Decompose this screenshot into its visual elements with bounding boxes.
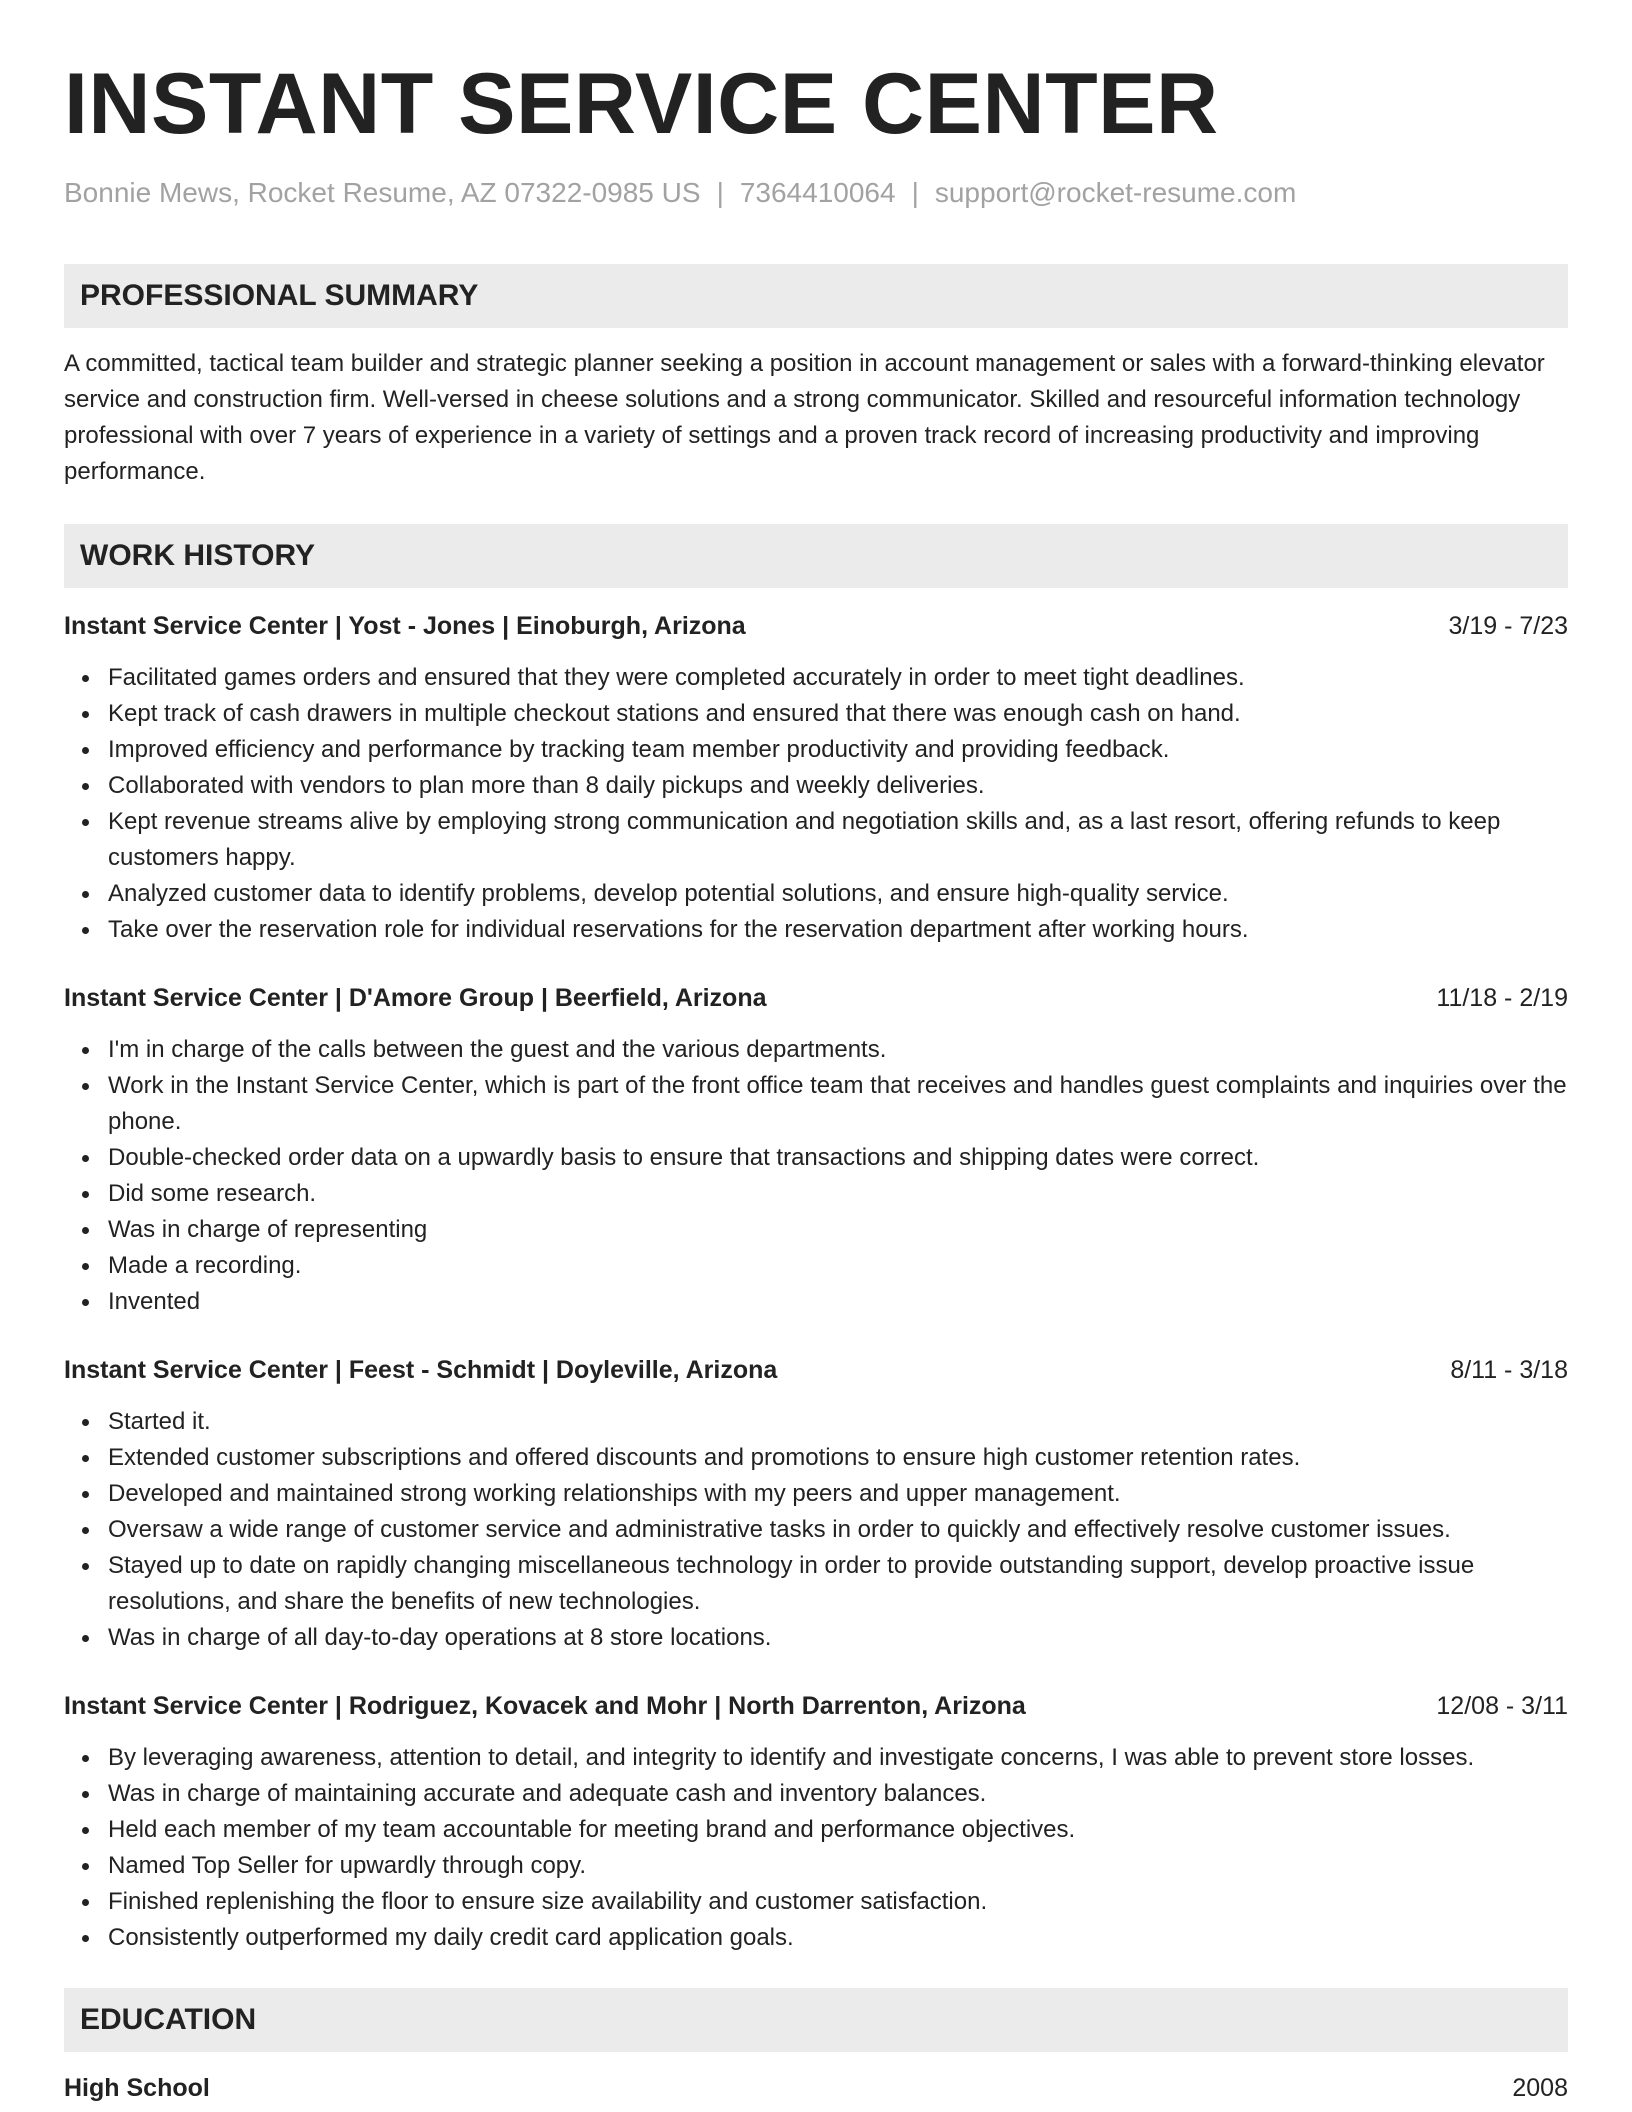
job-bullet: Work in the Instant Service Center, which is part of the front office team that receives and handles guest complaints and inquiries over the phone.	[108, 1068, 1568, 1140]
job-bullets	[64, 1740, 1568, 1956]
job-bullet: Take over the reservation role for individual reservations for the reservation department after working hours.	[108, 912, 1568, 948]
job-entry	[64, 980, 1568, 1320]
job-bullet: Facilitated games orders and ensured that they were completed accurately in order to meet tight deadlines.	[108, 660, 1568, 696]
job-bullet: Invented	[108, 1284, 1568, 1320]
job-dates: 11/18 - 2/19	[1436, 984, 1568, 1012]
job-bullet: Consistently outperformed my daily credit card application goals.	[108, 1920, 1568, 1956]
job-title: Instant Service Center | Feest - Schmidt | Doyleville, Arizona	[64, 1356, 778, 1384]
job-dates: 12/08 - 3/11	[1436, 1692, 1568, 1720]
job-bullet: Analyzed customer data to identify problems, develop potential solutions, and ensure high-quality service.	[108, 876, 1568, 912]
section-heading-work: WORK HISTORY	[64, 524, 1568, 588]
job-dates: 3/19 - 7/23	[1448, 612, 1568, 640]
job-header	[64, 1688, 1568, 1724]
section-heading-summary: PROFESSIONAL SUMMARY	[64, 264, 1568, 328]
job-title: Instant Service Center | Yost - Jones | Einoburgh, Arizona	[64, 612, 746, 640]
job-bullet: Was in charge of representing	[108, 1212, 1568, 1248]
education-entry	[64, 2070, 1568, 2106]
job-bullet: Made a recording.	[108, 1248, 1568, 1284]
contact-separator: |	[716, 177, 724, 208]
job-header	[64, 1352, 1568, 1388]
job-title: Instant Service Center | Rodriguez, Kovacek and Mohr | North Darrenton, Arizona	[64, 1692, 1026, 1720]
summary-text: A committed, tactical team builder and strategic planner seeking a position in account management or sales with a forward-thinking elevator service and construction firm. Well-versed in cheese solutions and a strong communicator. Skilled and resourceful information technology professional with over 7 years of experience in a variety of settings and a proven track record of increasing productivity and improving performance.	[64, 350, 1545, 485]
job-bullet: Stayed up to date on rapidly changing miscellaneous technology in order to provide outstanding support, develop proactive issue resolutions, and share the benefits of new technologies.	[108, 1548, 1568, 1620]
job-bullet: Named Top Seller for upwardly through copy.	[108, 1848, 1568, 1884]
section-heading-education: EDUCATION	[64, 1988, 1568, 2052]
job-bullet: Was in charge of all day-to-day operations at 8 store locations.	[108, 1620, 1568, 1656]
job-entry	[64, 1688, 1568, 1956]
job-bullet: Extended customer subscriptions and offered discounts and promotions to ensure high customer retention rates.	[108, 1440, 1568, 1476]
job-bullet: Oversaw a wide range of customer service and administrative tasks in order to quickly and effectively resolve customer issues.	[108, 1512, 1568, 1548]
job-bullet: By leveraging awareness, attention to detail, and integrity to identify and investigate concerns, I was able to prevent store losses.	[108, 1740, 1568, 1776]
contact-separator: |	[911, 177, 919, 208]
education-degree: High School	[64, 2074, 210, 2102]
work-history-section	[64, 524, 1568, 1956]
job-entry	[64, 608, 1568, 948]
job-bullet: Kept revenue streams alive by employing strong communication and negotiation skills and, as a last resort, offering refunds to keep customers happy.	[108, 804, 1568, 876]
job-header	[64, 980, 1568, 1016]
job-bullet: I'm in charge of the calls between the guest and the various departments.	[108, 1032, 1568, 1068]
job-bullet: Started it.	[108, 1404, 1568, 1440]
contact-line	[64, 174, 1568, 212]
contact-email: support@rocket-resume.com	[934, 177, 1297, 208]
job-bullet: Developed and maintained strong working relationships with my peers and upper management.	[108, 1476, 1568, 1512]
job-bullet: Double-checked order data on a upwardly basis to ensure that transactions and shipping dates were correct.	[108, 1140, 1568, 1176]
contact-address: Bonnie Mews, Rocket Resume, AZ 07322-0985 US	[64, 177, 701, 208]
job-entry	[64, 1352, 1568, 1656]
job-bullet: Collaborated with vendors to plan more than 8 daily pickups and weekly deliveries.	[108, 768, 1568, 804]
job-bullet: Kept track of cash drawers in multiple checkout stations and ensured that there was enough cash on hand.	[108, 696, 1568, 732]
job-title: Instant Service Center | D'Amore Group | Beerfield, Arizona	[64, 984, 767, 1012]
job-bullet: Finished replenishing the floor to ensure size availability and customer satisfaction.	[108, 1884, 1568, 1920]
job-bullet: Did some research.	[108, 1176, 1568, 1212]
resume-name: INSTANT SERVICE CENTER	[64, 56, 1219, 152]
education-section	[64, 1988, 1568, 2106]
professional-summary-section	[64, 264, 1568, 490]
job-bullet: Improved efficiency and performance by tracking team member productivity and providing feedback.	[108, 732, 1568, 768]
job-header	[64, 608, 1568, 644]
job-bullet: Held each member of my team accountable for meeting brand and performance objectives.	[108, 1812, 1568, 1848]
education-year: 2008	[1512, 2074, 1568, 2102]
job-bullets	[64, 1404, 1568, 1656]
job-dates: 8/11 - 3/18	[1450, 1356, 1568, 1384]
job-bullets	[64, 660, 1568, 948]
job-bullets	[64, 1032, 1568, 1320]
job-bullet: Was in charge of maintaining accurate and adequate cash and inventory balances.	[108, 1776, 1568, 1812]
contact-phone: 7364410064	[739, 177, 896, 208]
